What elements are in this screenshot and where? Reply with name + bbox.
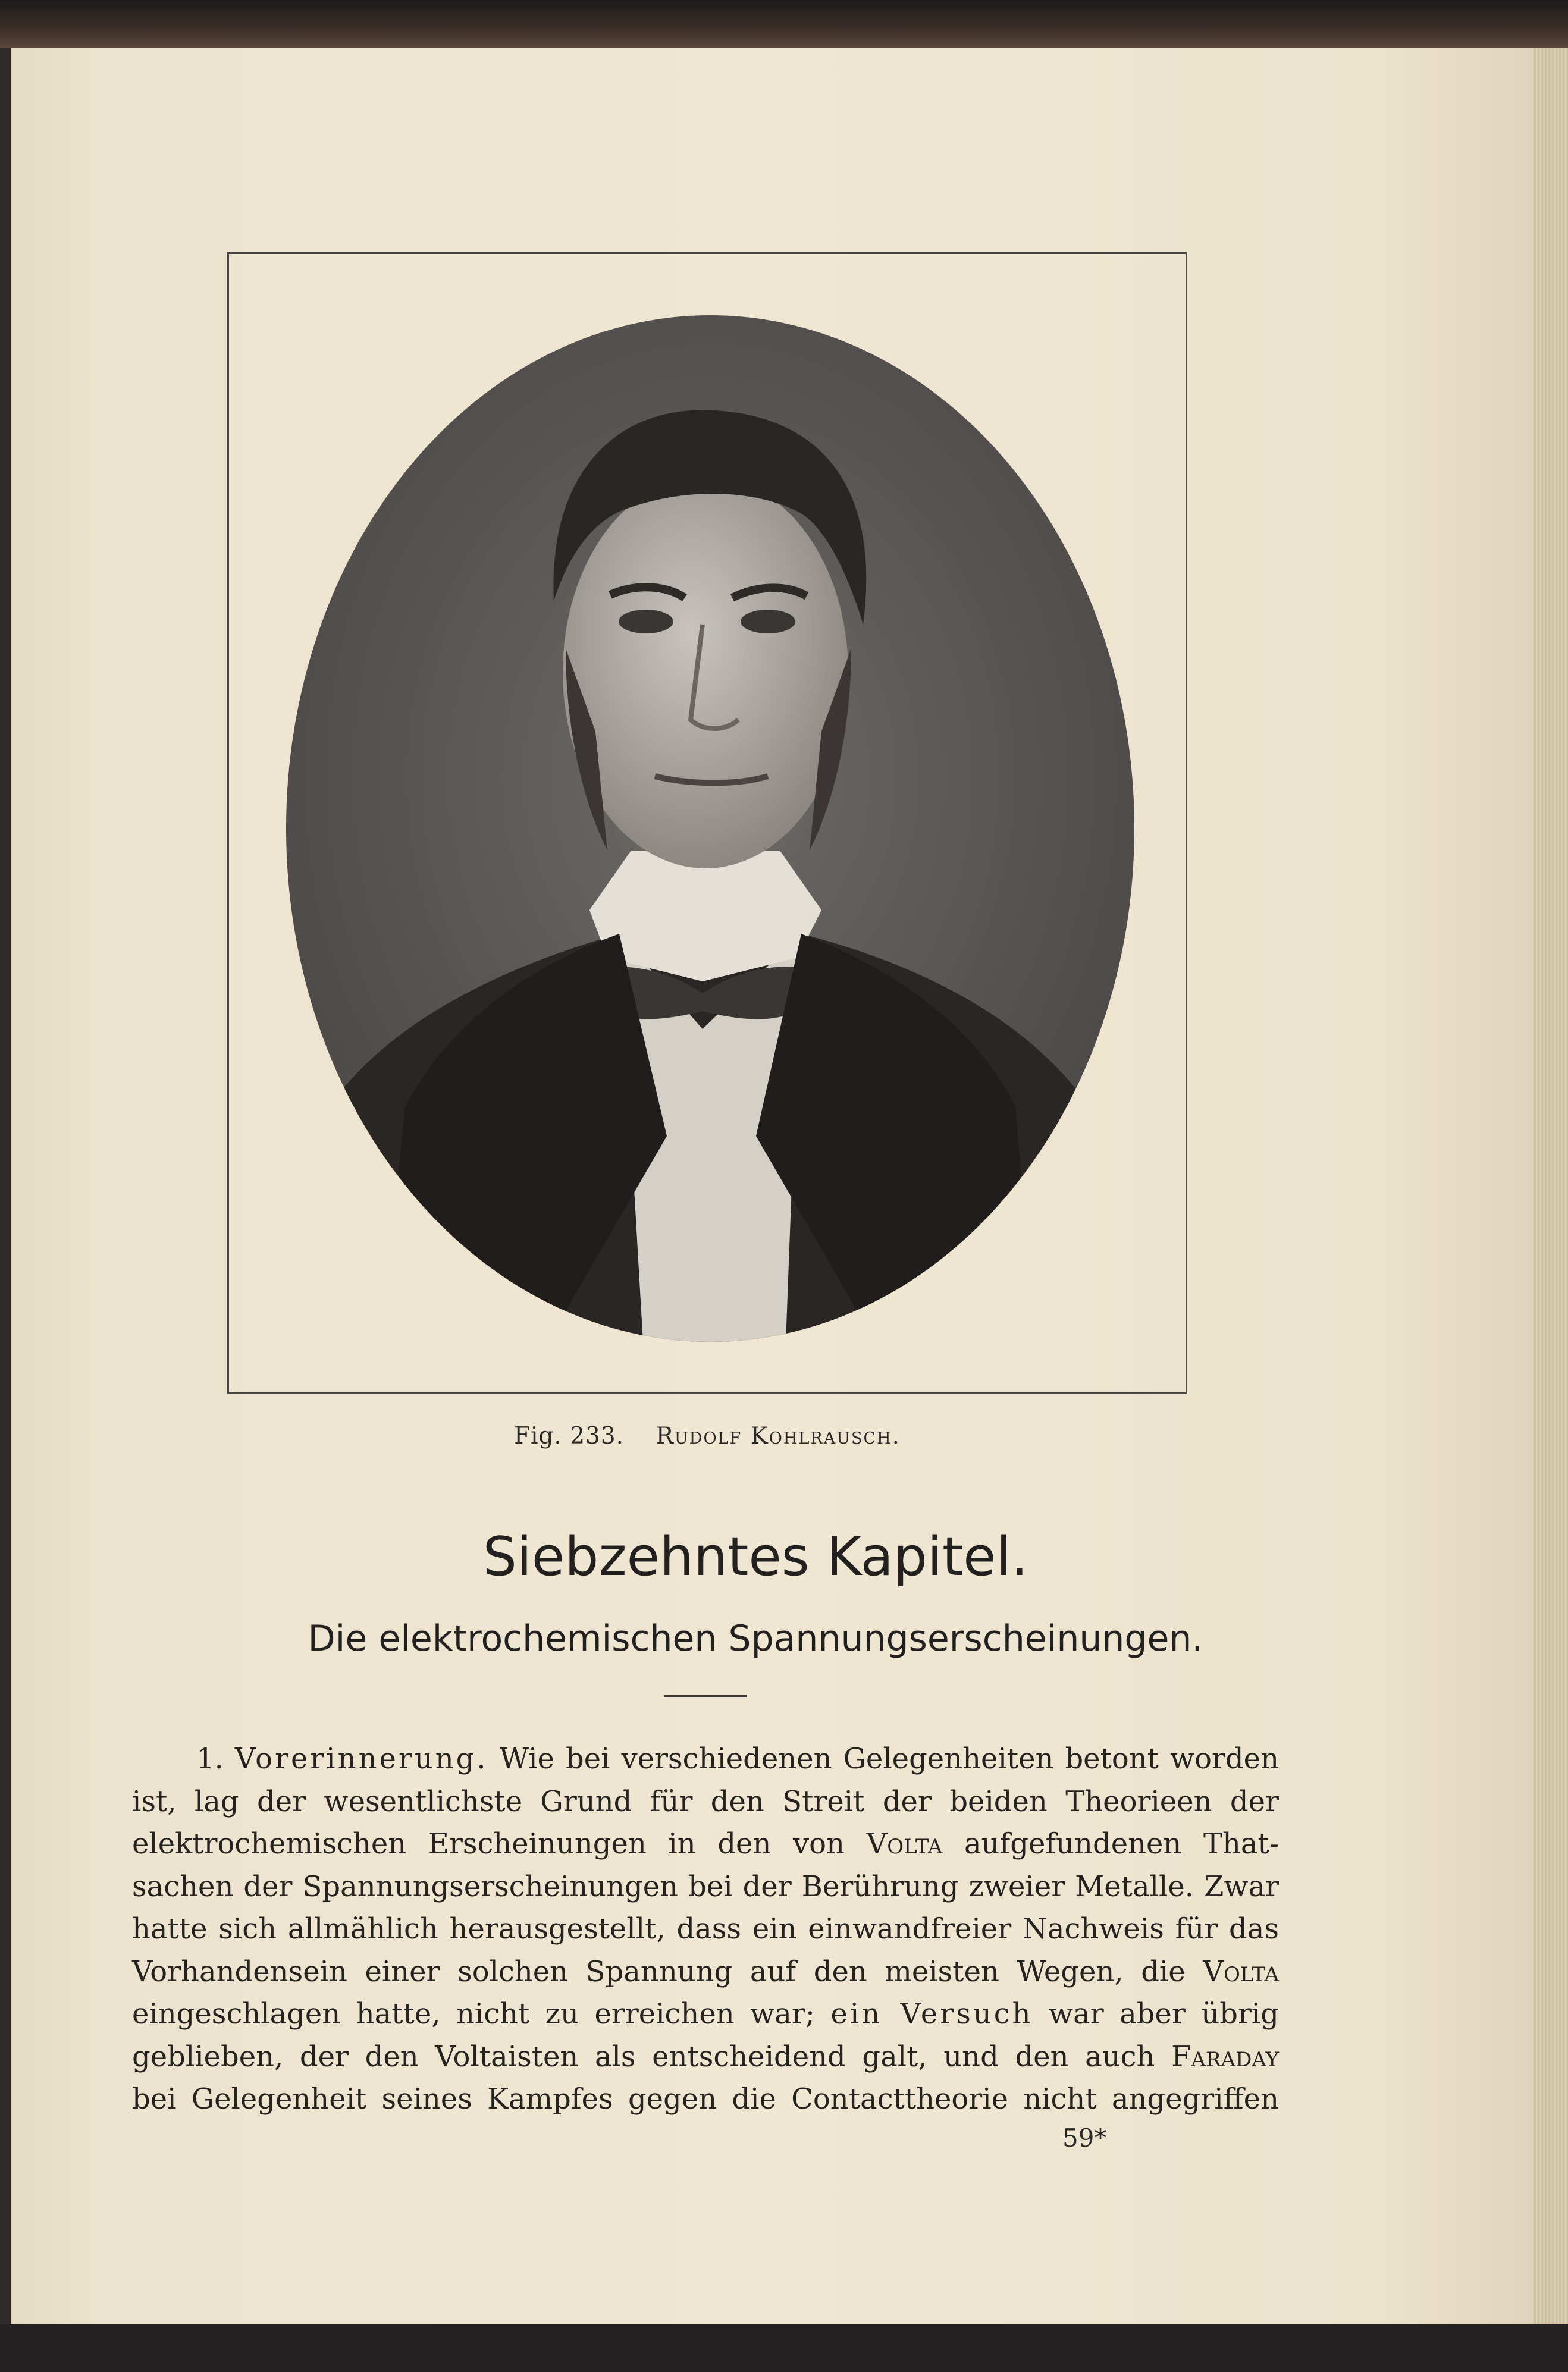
text-line: geblieben, der den Voltaisten als entscheidend galt, und den auch Faraday [132,2040,1279,2073]
emphasized-text: ein Versuch [830,1997,1033,2031]
book-edge-top [0,0,1568,48]
text-line: eingeschlagen hatte, nicht zu erreichen war; ein Versuch war aber übrig [132,1997,1279,2031]
book-edge-bottom [0,2324,1568,2372]
figure-caption [227,1423,1187,1449]
section-divider [664,1695,747,1697]
text-line: Vorhandensein einer solchen Spannung auf den meisten Wegen, die Volta [132,1954,1279,1988]
text-line: bei Gelegenheit seines Kampfes gegen die Contacttheorie nicht angegriffen [132,2082,1279,2116]
text-line: hatte sich allmählich herausgestellt, dass ein einwandfreier Nachweis für das [132,1912,1279,1946]
page-number: 59* [1062,2123,1107,2153]
body-text [132,1738,1279,2121]
text-line: ist, lag der wesentlichste Grund für den Streit der beiden Theorieen der [132,1784,1279,1818]
figure-number: Fig. 233. [513,1423,625,1449]
page-stack-edge [1533,48,1568,2324]
text-line: 1. Vorerinnerung. Wie bei verschiedenen Gelegenheiten betont worden [196,1742,1279,1775]
figure-person-name: Rudolf Kohlrausch. [656,1423,901,1449]
section-heading: Vorerinnerung. [234,1742,488,1775]
chapter-title: Siebzehntes Kapitel. [482,1526,1028,1588]
person-name: Faraday [1171,2040,1279,2073]
oval-portrait-icon [286,315,1134,1342]
person-name: Volta [1203,1954,1279,1988]
chapter-subtitle: Die elektrochemischen Spannungserscheinungen. [308,1618,1203,1659]
person-name: Volta [866,1827,943,1860]
text-line: elektrochemischen Erscheinungen in den von Volta aufgefundenen That- [132,1827,1280,1860]
text-line: sachen der Spannungserscheinungen bei der Berührung zweier Metalle. Zwar [132,1869,1279,1903]
section-number: 1. [196,1742,224,1775]
